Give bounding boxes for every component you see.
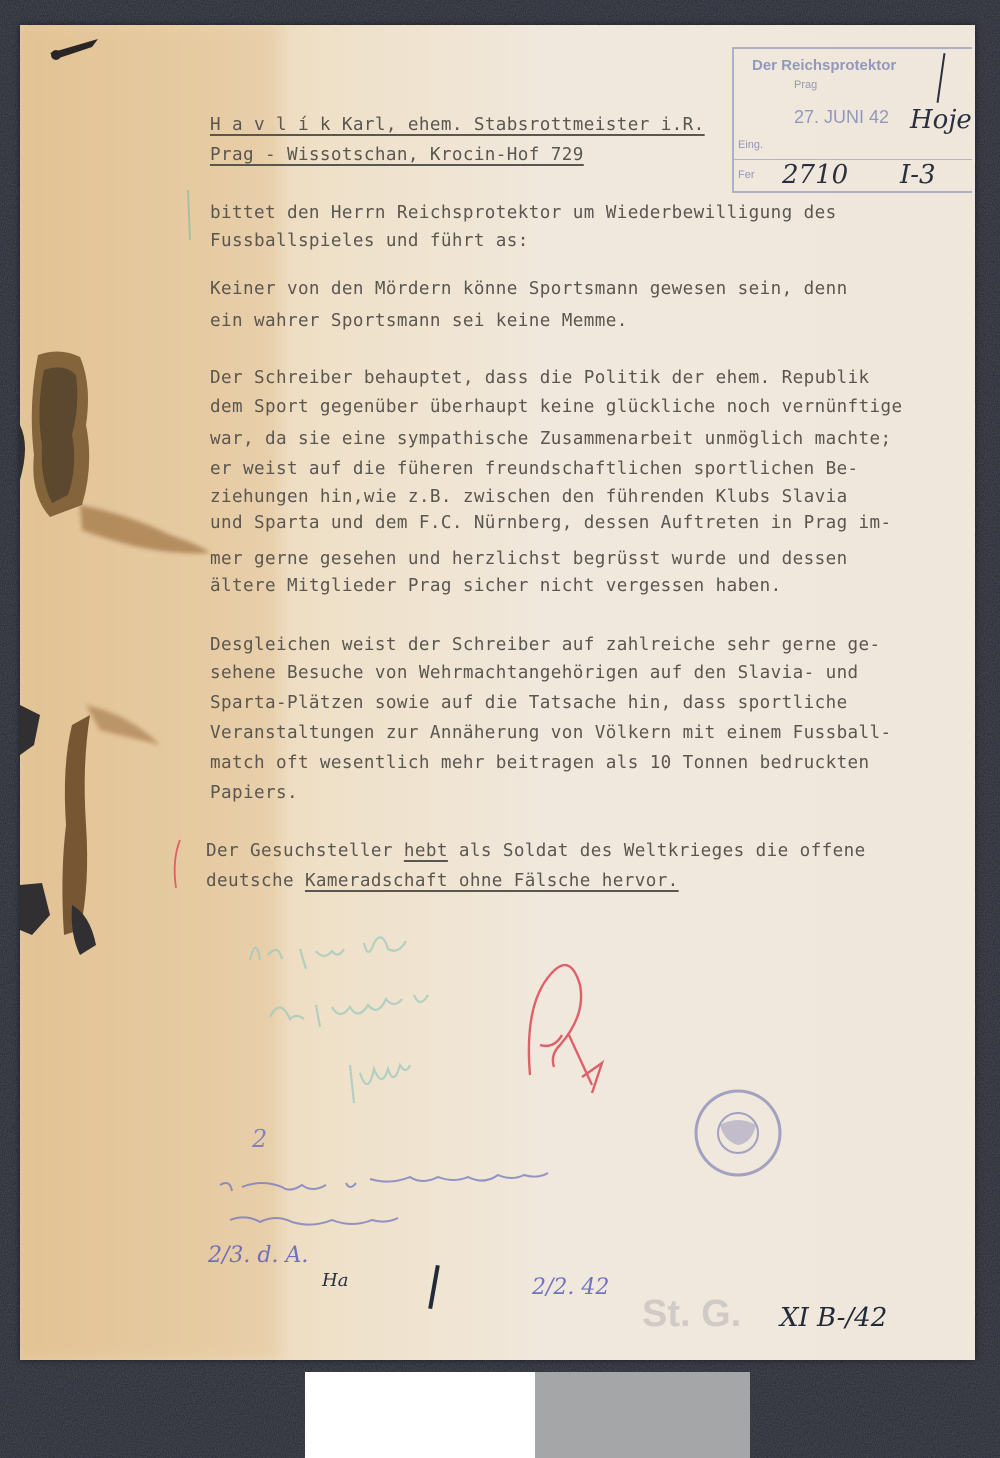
stamp-eing-label: Eing.	[738, 139, 764, 151]
stamp-line-2: Prag	[794, 79, 818, 91]
p5-text-d: deutsche	[206, 871, 305, 891]
paragraph-4-line-2: sehene Besuche von Wehrmachtangehörigen auf den Slavia- und	[210, 663, 859, 683]
green-note-3	[345, 1060, 428, 1084]
document-page	[20, 25, 975, 1360]
file-reference: XI B-/42	[780, 1303, 888, 1333]
grey-stamp: St. G.	[642, 1293, 742, 1335]
blue-note-3: 2/3. d. A.	[208, 1243, 309, 1268]
p5-underlined-phrase: Kameradschaft ohne Fälsche hervor.	[304, 871, 679, 891]
paragraph-3-line-6: und Sparta und dem F.C. Nürnberg, dessen Auftreten in Prag im-	[210, 513, 892, 533]
person-title: Karl, ehem. Stabsrottmeister i.R.	[330, 115, 705, 135]
paragraph-2-line-2: ein wahrer Sportsmann sei keine Memme.	[210, 311, 628, 331]
margin-two: 2	[252, 1125, 268, 1153]
p5-text-c: als Soldat des Weltkrieges die offene	[447, 841, 866, 861]
paragraph-3-line-8: ältere Mitglieder Prag sicher nicht vergessen haben.	[210, 576, 782, 596]
paragraph-4-line-4: Veranstaltungen zur Annäherung von Völkern mit einem Fussball-	[210, 723, 892, 743]
blue-note-4: Ha	[322, 1270, 349, 1291]
green-note-2	[270, 997, 429, 1021]
paragraph-3-line-7: mer gerne gesehen und herzlichst begrüsst wurde und dessen	[210, 549, 848, 569]
paragraph-3-line-4: er weist auf die füheren freundschaftlichen sportlichen Be-	[210, 459, 859, 479]
paragraph-1-line-1: bittet den Herrn Reichsprotektor um Wiederbewilligung des	[210, 203, 837, 223]
blue-note-1	[218, 1170, 492, 1189]
paragraph-3-line-3: war, da sie eine sympathische Zusammenarbeit unmöglich machte;	[210, 429, 892, 449]
calibration-strip	[305, 1372, 750, 1458]
paragraph-5-line-1	[206, 841, 866, 861]
paragraph-1-line-2: Fussballspieles und führt as:	[210, 231, 529, 251]
p5-underlined-hebt: hebt	[403, 841, 448, 861]
green-note-1	[248, 940, 422, 964]
header-name-line	[210, 115, 705, 135]
paragraph-4-line-1: Desgleichen weist der Schreiber auf zahlreiche sehr gerne ge-	[210, 635, 881, 655]
header-address: Prag - Wissotschan, Krocin-Hof 729	[210, 145, 584, 165]
stamp-initials: Hoje	[910, 105, 972, 135]
round-stamp	[696, 1091, 780, 1175]
stamp-number: 2710	[782, 160, 849, 190]
red-note	[525, 1045, 583, 1086]
paragraph-3-line-2: dem Sport gegenüber überhaupt keine glückliche noch vernünftige	[210, 397, 903, 417]
person-surname: H a v l í k	[210, 115, 331, 135]
paragraph-3-line-5: ziehungen hin,wie z.B. zwischen den führenden Klubs Slavia	[210, 487, 848, 507]
paragraph-3-line-1: Der Schreiber behauptet, dass die Politik der ehem. Republik	[210, 368, 870, 388]
round-stamp-text	[696, 1175, 807, 1184]
paragraph-4-line-5: match oft wesentlich mehr beitragen als 10 Tonnen bedruckten	[210, 753, 870, 773]
paragraph-4-line-6: Papiers.	[210, 783, 298, 803]
blue-note-5: 2/2. 42	[532, 1275, 610, 1300]
stamp-ref-label: Fer	[738, 169, 755, 181]
paragraph-5-line-2	[206, 871, 679, 891]
stamp-date: 27. JUNI 42	[794, 107, 890, 127]
paragraph-4-line-3: Sparta-Plätzen sowie auf die Tatsache hin, dass sportliche	[210, 693, 848, 713]
p5-text-a: Der Gesuchsteller	[206, 841, 404, 861]
stamp-line-1: Der Reichsprotektor	[752, 57, 897, 74]
blue-note-2	[230, 1205, 350, 1224]
stamp-section: I-3	[900, 160, 936, 190]
paragraph-2-line-1: Keiner von den Mördern könne Sportsmann gewesen sein, denn	[210, 279, 848, 299]
